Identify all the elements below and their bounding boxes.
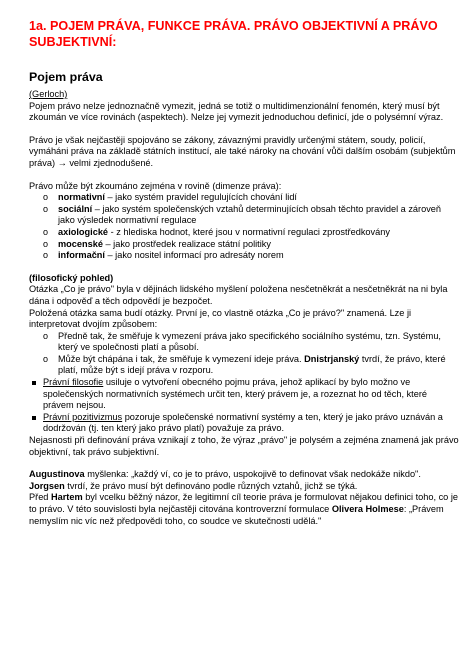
section-heading-filosoficky: (filosofický pohled) — [29, 272, 114, 283]
list-item — [29, 250, 459, 262]
list-item — [29, 204, 459, 227]
meaning-text: tvrdí, že právo, které platí, může být s idejí práva v rozporu. — [58, 353, 446, 376]
dimensions-list — [29, 192, 459, 262]
quote-text: byl vcelku běžný názor, že legitimní cíl teorie práva je formulovat nějakou definici toho, co je to právo. V této souvislosti byla nejčastěji citována kontroverzní formulace — [29, 492, 458, 514]
meaning-text: Může být chápána i tak, že směřuje k vymezení ideje práva. — [58, 353, 305, 364]
dimension-term: mocenské — [58, 238, 103, 249]
source-reference: (Gerloch) — [29, 89, 68, 99]
list-item — [29, 354, 459, 377]
paragraph: Právo je však nejčastěji spojováno se zákony, závaznými pravidly určenými státem, soudy, policií, vymáháni práva na základě státních institucí, ale také nároky na chování vůči dalším osobám (subjektům práva) → velmi zjednodušené. — [29, 134, 456, 168]
list-item — [29, 377, 459, 412]
list-item — [29, 192, 459, 204]
author-name: Augustinova — [29, 469, 85, 480]
dimension-text: – jako systém pravidel regulujících chování lidí — [104, 192, 297, 203]
paragraph: Právo může být zkoumáno zejména v rovině (dimenze práva): — [29, 180, 282, 191]
meaning-text: Předně tak, že směřuje k vymezení práva jako specifického sociálního systému, tzn. Systému, který ve společnosti platí a působí. — [58, 330, 441, 353]
author-name: Hartem — [50, 492, 83, 503]
section-heading-pojem-prava: Pojem práva — [29, 70, 103, 84]
list-item — [29, 227, 459, 239]
dimension-term: normativní — [58, 192, 105, 203]
author-name: Dnistrjanský — [304, 353, 360, 364]
dimension-text: - z hlediska hodnot, které jsou v normativní regulaci zprostředkovány — [108, 226, 390, 237]
school-name: Právní pozitivizmus — [43, 411, 123, 422]
quote-text: Před — [29, 492, 51, 503]
quote-text: tvrdí, že právo musí být definováno podle různých vztahů, jichž se týká. — [64, 480, 358, 491]
list-item — [29, 239, 459, 251]
author-name: Olivera Holmese — [331, 504, 404, 514]
dimension-text: – jako systém společenských vztahů determinujících obsah těchto pravidel a zároveň jako výsledek normativní regulace — [58, 203, 442, 226]
paragraph: Pojem právo nelze jednoznačně vymezit, jedná se totiž o multidimenzionální fenomén, který musí být zkoumán ve více rovinách (aspektech). Nelze jej vymezit jednoduchou definicí, jde o polysémní výraz. — [29, 100, 444, 123]
dimension-term: informační — [58, 250, 105, 261]
meanings-list — [29, 331, 459, 377]
quote-text: : „Právem nemyslím nic víc než předpovědi toho, co soudce ve skutečnosti udělá." — [29, 504, 444, 526]
paragraph: Nejasnosti při definování práva vznikají z toho, že výraz „právo" je polysém a zejména znamená jak právo objektivní, tak právo subjektivní. — [29, 435, 459, 457]
paragraph: Otázka „Co je právo" byla v dějinách lidského myšlení položena nesčetněkrát a nesčetněkrát na ni byla dána i odpověď a těch odpovědí je bezpočet. — [29, 284, 448, 306]
dimension-text: – jako prostředek realizace státní politiky — [102, 238, 271, 249]
school-name: Právní filosofie — [43, 377, 104, 388]
list-item — [29, 412, 459, 435]
dimension-term: sociální — [58, 203, 93, 214]
paragraph-hart — [29, 492, 459, 527]
school-text: usiluje o vytvoření obecného pojmu práva, jehož aplikací by bylo možno ve společenských normativních systémech určit ten, který právem je, a rozeznat ho od těch, které právem nejsou. — [43, 377, 428, 411]
author-name: Jorgsen — [29, 480, 65, 491]
school-text: pozoruje společenské normativní systémy a ten, který je jako právo uznáván a dodržován (tj. ten který jako právo platí) považuje za právo. — [43, 411, 443, 434]
dimension-text: – jako nositel informací pro adresáty norem — [104, 250, 284, 261]
dimension-term: axiologické — [58, 226, 109, 237]
quote-text: myšlenka: „každý ví, co je to právo, uspokojivě to definovat však nedokáže nikdo". — [84, 469, 421, 480]
schools-list — [29, 377, 459, 435]
paragraph: Položená otázka sama budí otázky. První je, co vlastně otázka „Co je právo?" znamená. Lze ji interpretovat dvojím způsobem: — [29, 307, 412, 330]
document-title: 1a. POJEM PRÁVA, FUNKCE PRÁVA. PRÁVO OBJEKTIVNÍ A PRÁVO SUBJEKTIVNÍ: — [29, 19, 438, 49]
list-item — [29, 331, 459, 354]
paragraph-jorgsen — [29, 481, 459, 493]
paragraph-augustin — [29, 469, 459, 481]
